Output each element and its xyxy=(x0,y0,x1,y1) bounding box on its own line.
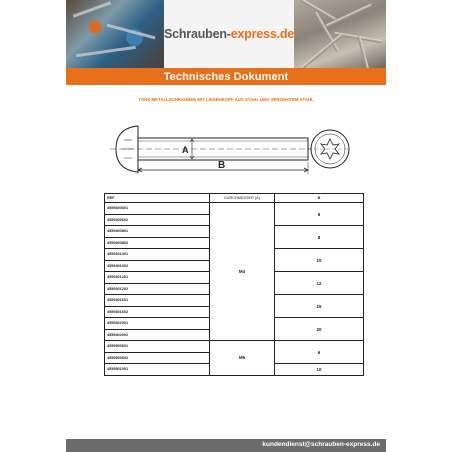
ref-cell: 4559401202 xyxy=(105,283,210,295)
document-subtitle: TORX-METALLSCHRAUBEN MIT LINSENKOPF AUS STAHL UND VERZINKTEM STAHL xyxy=(138,97,314,102)
document-title-band xyxy=(66,68,386,85)
ref-cell: 4559500602 xyxy=(105,352,210,364)
ref-cell: 4559501001 xyxy=(105,364,210,376)
b-cell: 6 xyxy=(275,341,364,364)
ref-cell: 4559401601 xyxy=(105,295,210,307)
specification-table xyxy=(104,193,364,376)
ref-cell: 4559400602 xyxy=(105,214,210,226)
ref-cell: 4559400601 xyxy=(105,203,210,215)
ref-cell: 4559400801 xyxy=(105,226,210,238)
ref-cell: 4559402002 xyxy=(105,329,210,341)
document-page xyxy=(66,0,386,452)
table-header-row xyxy=(105,194,364,203)
b-cell: 8 xyxy=(275,226,364,249)
footer-band xyxy=(66,439,386,452)
footer-email-link[interactable]: kundendienst@schrauben-express.de xyxy=(262,441,380,448)
column-header-ref: REF xyxy=(105,194,210,203)
dimension-label-a: A xyxy=(182,145,189,155)
b-cell: 16 xyxy=(275,295,364,318)
brand-logo xyxy=(164,0,294,68)
column-header-b: B xyxy=(275,194,364,203)
table-row xyxy=(105,203,364,215)
ref-cell: 4559401002 xyxy=(105,260,210,272)
b-cell: 10 xyxy=(275,249,364,272)
diameter-cell: M5 xyxy=(210,341,275,376)
logo-accent-text: express.de xyxy=(230,27,295,41)
screw-technical-drawing xyxy=(104,118,350,180)
ref-cell: 4559500601 xyxy=(105,341,210,353)
diameter-cell: M4 xyxy=(210,203,275,341)
b-cell: 12 xyxy=(275,272,364,295)
document-title: Technisches Dokument xyxy=(163,70,289,83)
dimension-label-b: B xyxy=(218,160,226,171)
ref-cell: 4559401602 xyxy=(105,306,210,318)
b-cell: 10 xyxy=(275,364,364,376)
table-row xyxy=(105,341,364,353)
logo-main-text: Schrauben- xyxy=(163,27,231,41)
b-cell: 6 xyxy=(275,203,364,226)
ref-cell: 4559400802 xyxy=(105,237,210,249)
ref-cell: 4559402001 xyxy=(105,318,210,330)
header-photo-workshop xyxy=(66,0,164,68)
ref-cell: 4559401201 xyxy=(105,272,210,284)
b-cell: 20 xyxy=(275,318,364,341)
column-header-diameter: DURCHMESSER (A) xyxy=(210,194,275,203)
header-photo-screws xyxy=(294,0,386,68)
ref-cell: 4559401001 xyxy=(105,249,210,261)
